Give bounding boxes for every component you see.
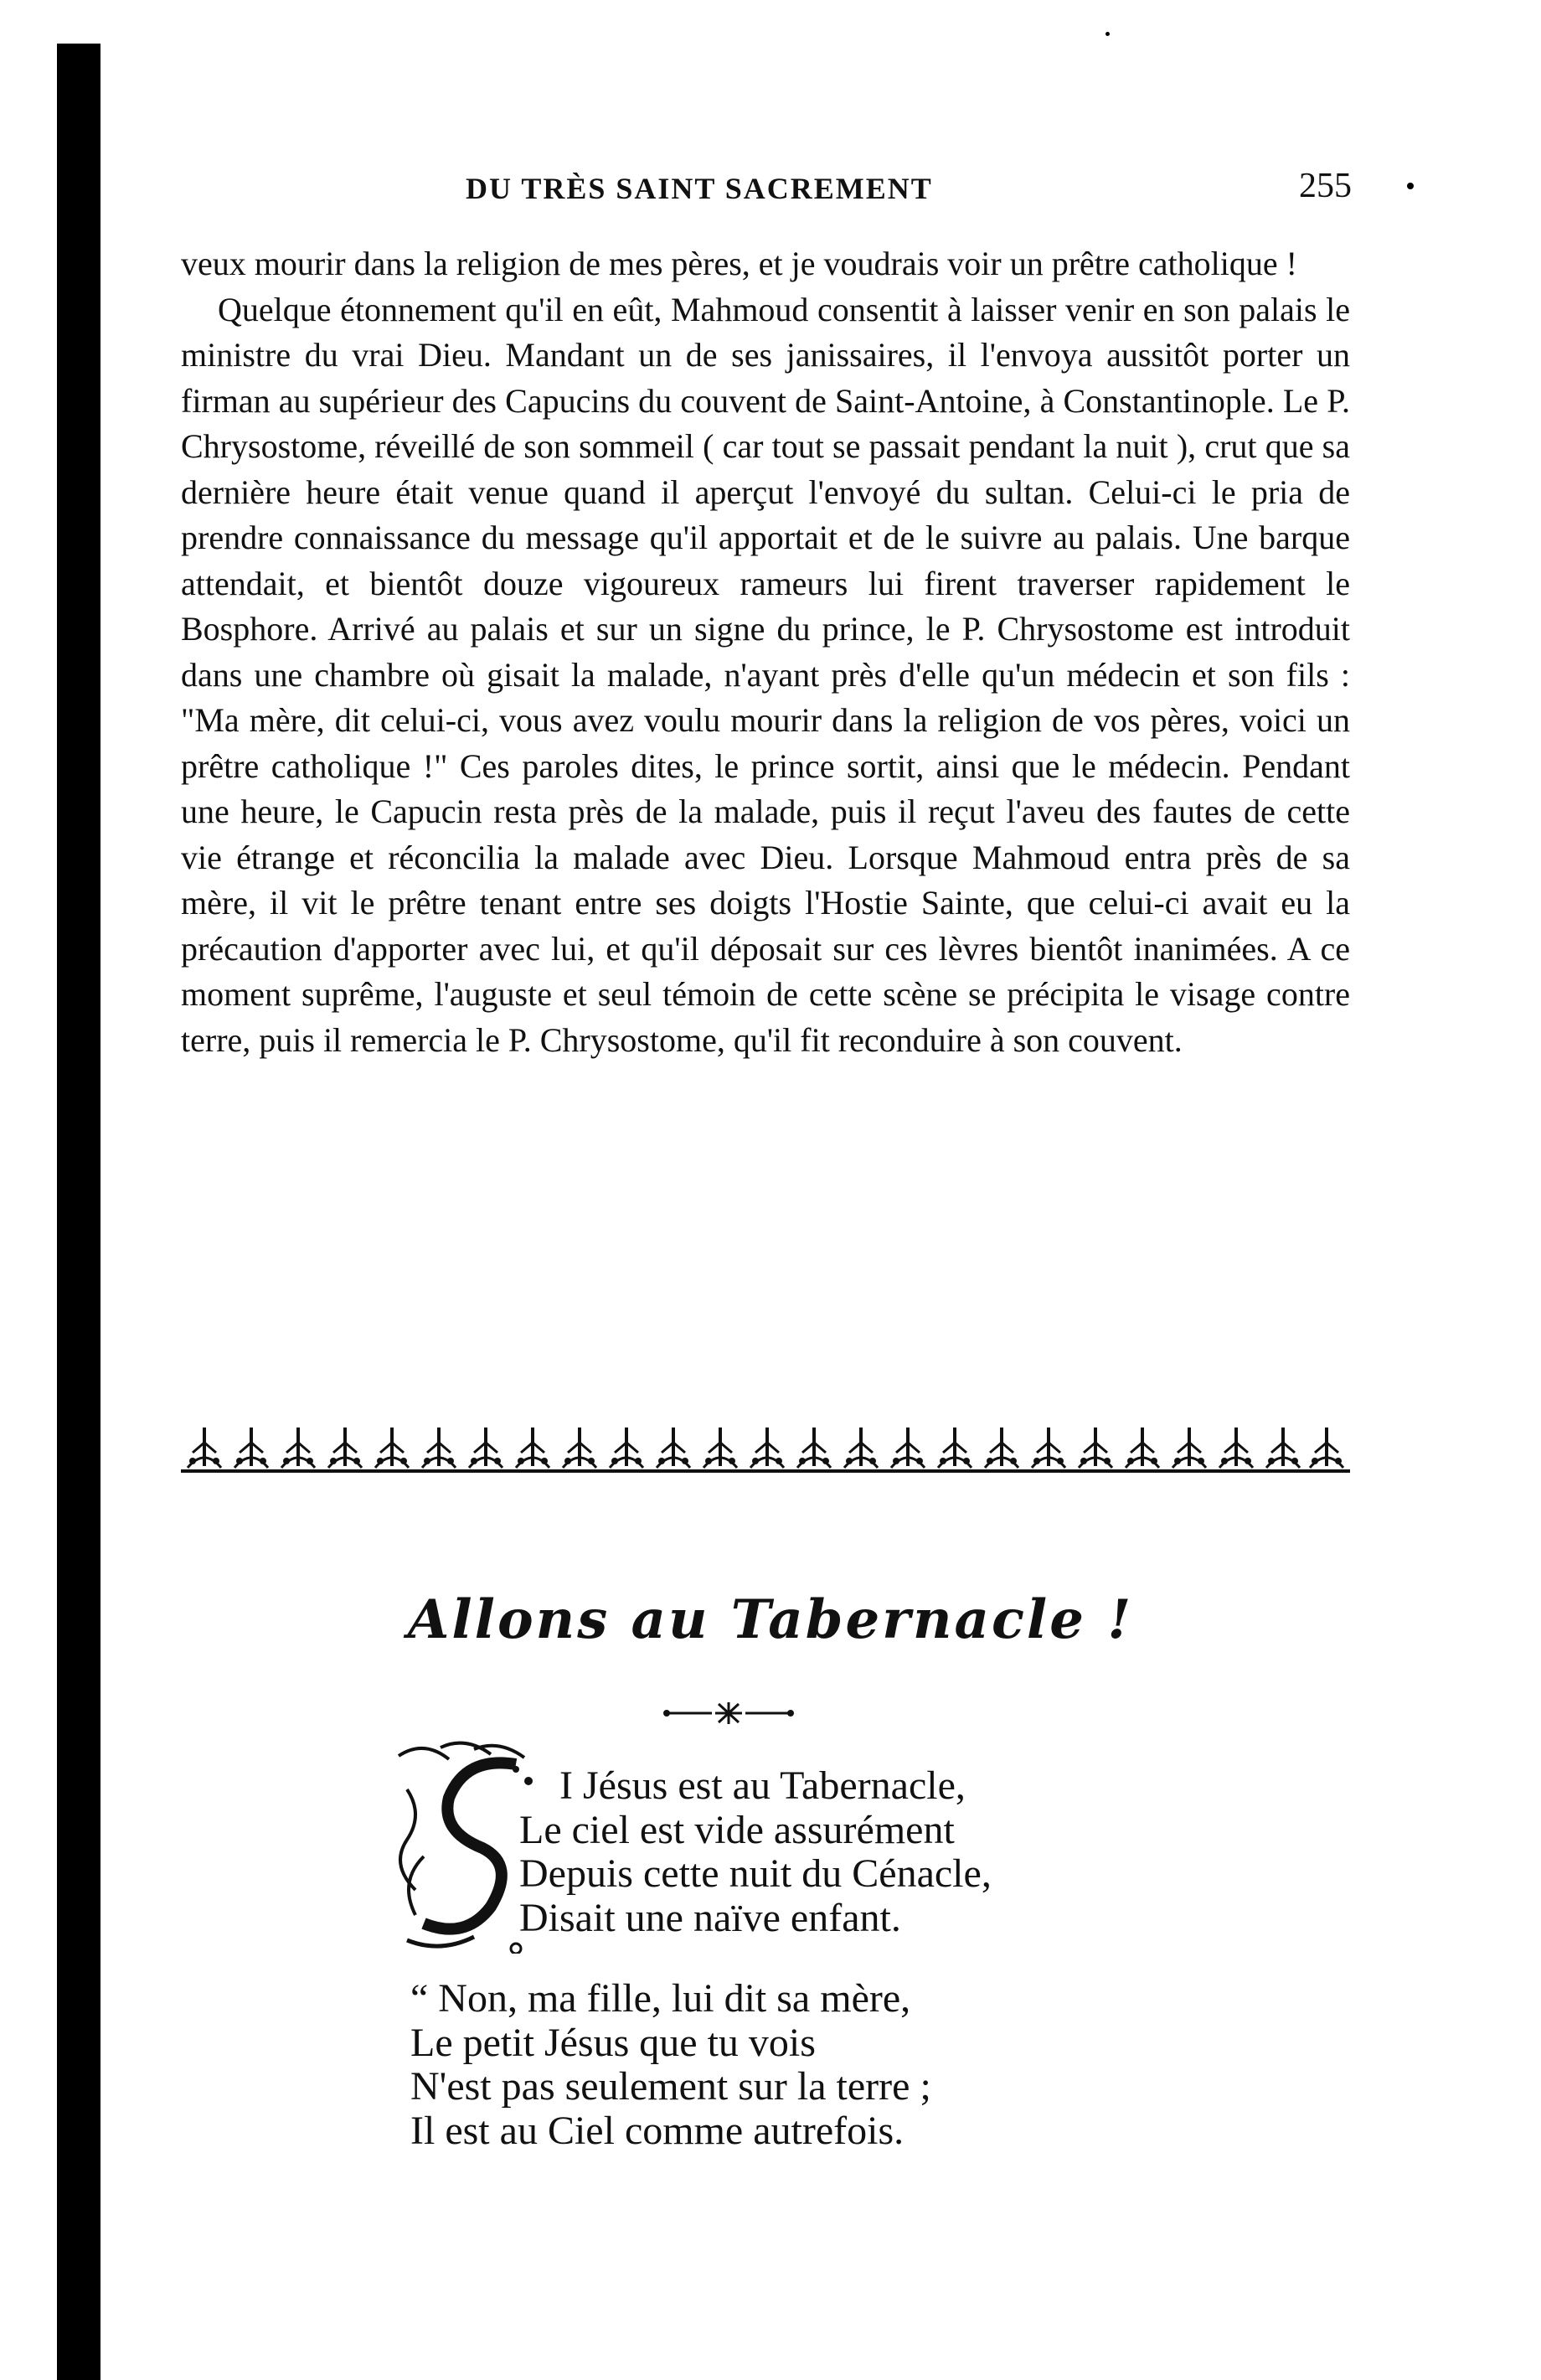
verse-line: N'est pas seulement sur la terre ; <box>410 2064 931 2109</box>
verse-line: “ Non, ma fille, lui dit sa mère, <box>410 1976 911 2021</box>
speck <box>1106 32 1110 36</box>
running-title: DU TRÈS SAINT SACREMENT <box>466 172 933 205</box>
verse-line: Le petit Jésus que tu vois <box>410 2020 816 2065</box>
poem-title: Allons au Tabernacle ! <box>407 1588 1134 1651</box>
verse-line: Depuis cette nuit du Cénacle, <box>519 1851 992 1896</box>
poem-stanza-2 <box>410 1977 931 2153</box>
verse-line: Il est au Ciel comme autrefois. <box>410 2108 904 2153</box>
page-spine-edge <box>57 44 100 2380</box>
page-number: 255 <box>1299 167 1352 205</box>
page-header <box>181 167 1352 213</box>
poem-stanza-1 <box>519 1764 992 1940</box>
speck <box>92 1799 99 1806</box>
paragraph: Quelque étonnement qu'il en eût, Mahmoud consentit à laisser venir en son palais le ministre du vrai Dieu. Mandant un de ses janissaires, il l'envoya aussitôt porter un firman au supérieur des Capucins du couvent de Saint-Antoine, à Constantinople. Le P. Chrysostome, réveillé de son sommeil ( car tout se passait pendant la nuit ), crut que sa dernière heure était venue quand il aperçut l'envoyé du sultan. Celui-ci le pria de prendre connaissance du message qu'il apportait et de le suivre au palais. Une barque attendait, et bientôt douze vigoureux rameurs lui firent traverser rapidement le Bosphore. Arrivé au palais et sur un signe du prince, le P. Chrysostome est introduit dans une chambre où gisait la malade, n'ayant près d'elle qu'un médecin et son fils : "Ma mère, dit celui-ci, vous avez voulu mourir dans la religion de vos pères, voici un prêtre catholique !" Ces paroles dites, le prince sortit, ainsi que le médecin. Pendant une heure, le Capucin resta près de la malade, puis il reçut l'aveu des fautes de cette vie étrange et réconcilia la malade avec Dieu. Lorsque Mahmoud entra près de sa mère, il vit le prêtre tenant entre ses doigts l'Hostie Sainte, que celui-ci avait eu la précaution d'apporter avec lui, et qu'il déposait sur ces lèvres bientôt inanimées. A ce moment suprême, l'auguste et seul témoin de cette scène se précipita le visage contre terre, puis il remercia le P. Chrysostome, qu'il fit reconduire à son couvent. <box>181 290 1350 1059</box>
flourish-icon <box>662 1701 796 1726</box>
verse-line: Le ciel est vide assurément <box>519 1807 955 1852</box>
body-text <box>181 241 1350 1063</box>
verse-line: I Jésus est au Tabernacle, <box>559 1763 966 1808</box>
speck <box>1407 183 1414 189</box>
paragraph: veux mourir dans la religion de mes pères, et je voudrais voir un prêtre catholique ! <box>181 245 1297 282</box>
ornamental-border-icon <box>181 1424 1350 1478</box>
dropcap-s-icon <box>390 1739 538 1954</box>
verse-line: Disait une naïve enfant. <box>519 1895 901 1940</box>
